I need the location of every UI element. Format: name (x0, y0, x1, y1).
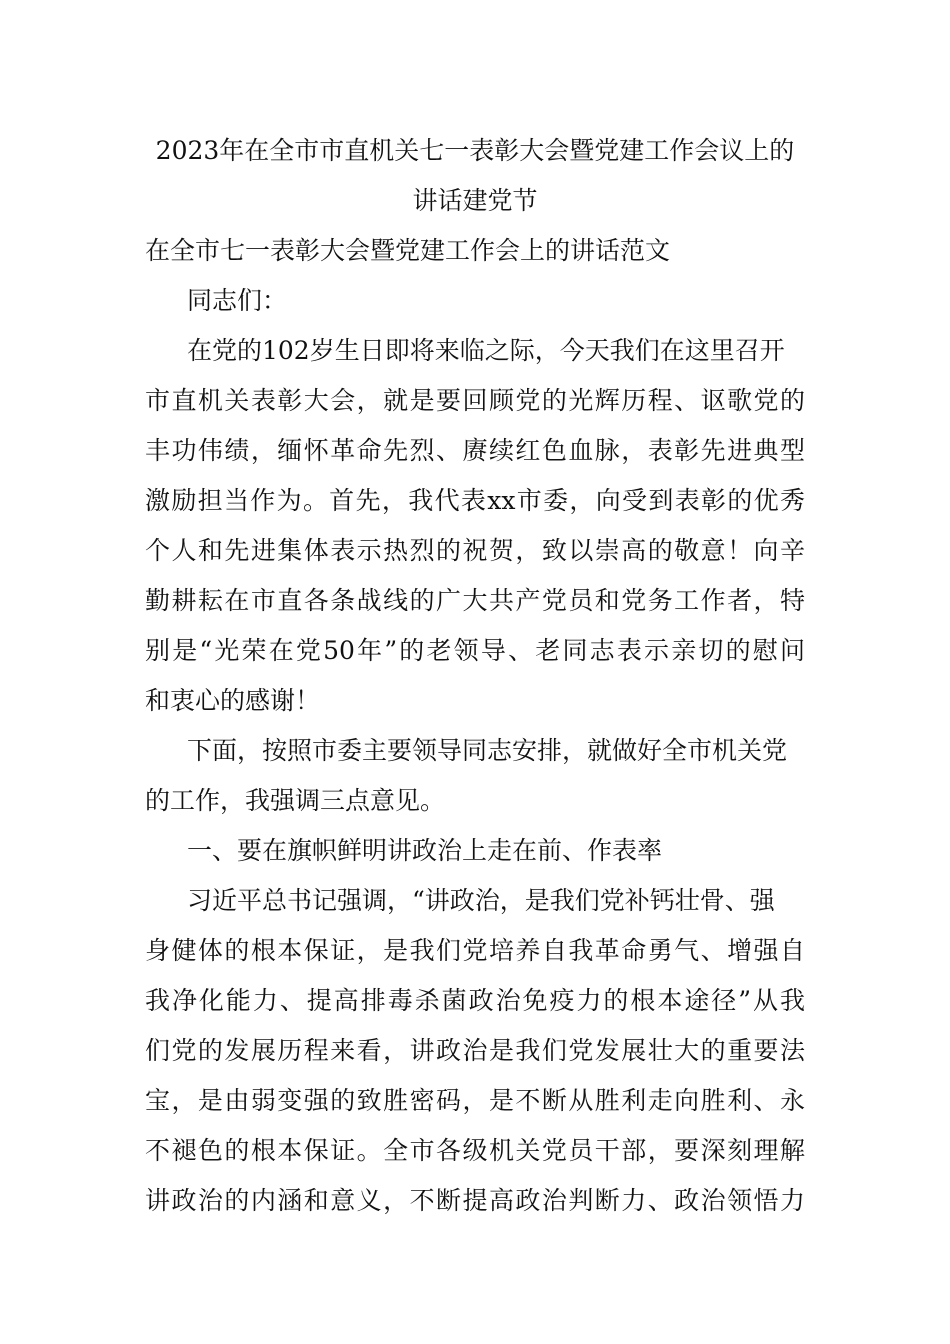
paragraph-line: 市直机关表彰大会，就是要回顾党的光辉历程、讴歌党的 (145, 386, 805, 415)
paragraph-line: 我净化能力、提高排毒杀菌政治免疫力的根本途径”从我 (145, 986, 805, 1015)
paragraph-line: 不褪色的根本保证。全市各级机关党员干部，要深刻理解 (145, 1136, 805, 1165)
paragraph-line: 和衷心的感谢！ (145, 686, 321, 715)
paragraph-line: 在党的102岁生日即将来临之际，今天我们在这里召开 (187, 336, 785, 365)
document-subtitle: 在全市七一表彰大会暨党建工作会上的讲话范文 (145, 236, 671, 265)
paragraph-line: 习近平总书记强调，“讲政治，是我们党补钙壮骨、强 (187, 886, 775, 915)
paragraph-line: 激励担当作为。首先，我代表xx市委，向受到表彰的优秀 (145, 486, 805, 515)
paragraph-line: 们党的发展历程来看，讲政治是我们党发展壮大的重要法 (145, 1036, 805, 1065)
paragraph-line: 讲政治的内涵和意义，不断提高政治判断力、政治领悟力 (145, 1186, 805, 1215)
paragraph-line: 勤耕耘在市直各条战线的广大共产党员和党务工作者，特 (145, 586, 805, 615)
paragraph-line: 下面，按照市委主要领导同志安排，就做好全市机关党 (187, 736, 788, 765)
document-title-line-1: 2023年在全市市直机关七一表彰大会暨党建工作会议上的 (155, 136, 795, 165)
paragraph-line: 丰功伟绩，缅怀革命先烈、赓续红色血脉，表彰先进典型 (145, 436, 805, 465)
document-title-line-2: 讲话建党节 (412, 186, 538, 215)
paragraph-line: 的工作，我强调三点意见。 (145, 786, 446, 815)
paragraph-line: 身健体的根本保证，是我们党培养自我革命勇气、增强自 (145, 936, 805, 965)
section-heading: 一、要在旗帜鲜明讲政治上走在前、作表率 (187, 836, 663, 865)
paragraph-line: 别是“光荣在党50年”的老领导、老同志表示亲切的慰问 (145, 636, 805, 665)
paragraph-line: 个人和先进集体表示热烈的祝贺，致以崇高的敬意！向辛 (145, 536, 805, 565)
greeting: 同志们： (187, 286, 288, 315)
paragraph-line: 宝，是由弱变强的致胜密码，是不断从胜利走向胜利、永 (145, 1086, 805, 1115)
